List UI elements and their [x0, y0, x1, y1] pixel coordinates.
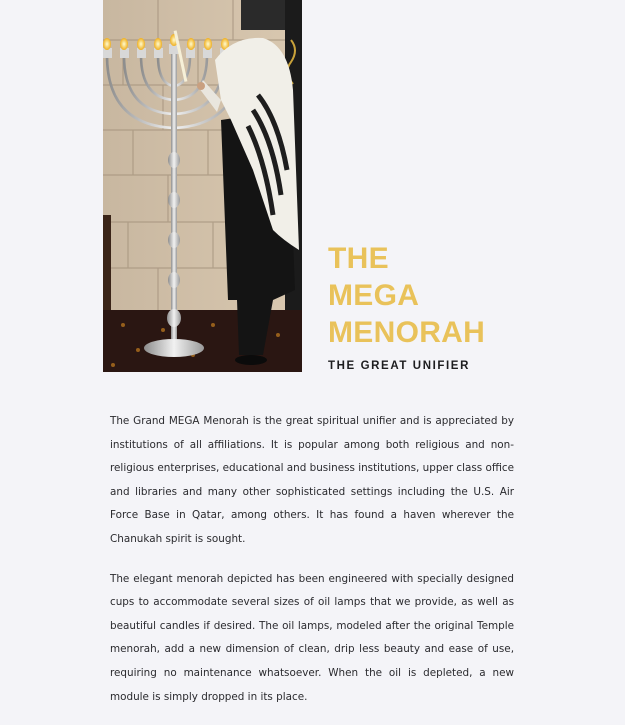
title-line: THE: [328, 242, 389, 275]
menorah-photo: [103, 0, 302, 372]
article-body: [110, 410, 514, 725]
title-line: MENORAH: [328, 316, 486, 349]
page-title: [328, 240, 485, 351]
paragraph: The elegant menorah depicted has been engineered with specially designed cups to accommodate several sizes of oil lamps that we provide, as well as beautiful candles if desired. The oil lamps, modeled after the original Temple menorah, add a new dimension of clean, drip less beauty and ease of use, requiring no maintenance whatsoever. When the oil is depleted, a new module is simply dropped in its place.: [110, 572, 514, 703]
page-subtitle: THE GREAT UNIFIER: [328, 360, 470, 372]
paragraph: The Grand MEGA Menorah is the great spiritual unifier and is appreciated by institutions of all affiliations. It is popular among both religious and non-religious enterprises, educational and business institutions, upper class office and libraries and many other sophisticated settings including the U.S. Air Force Base in Qatar, among others. It has found a haven wherever the Chanukah spirit is sought.: [110, 415, 514, 545]
title-line: MEGA: [328, 279, 420, 312]
